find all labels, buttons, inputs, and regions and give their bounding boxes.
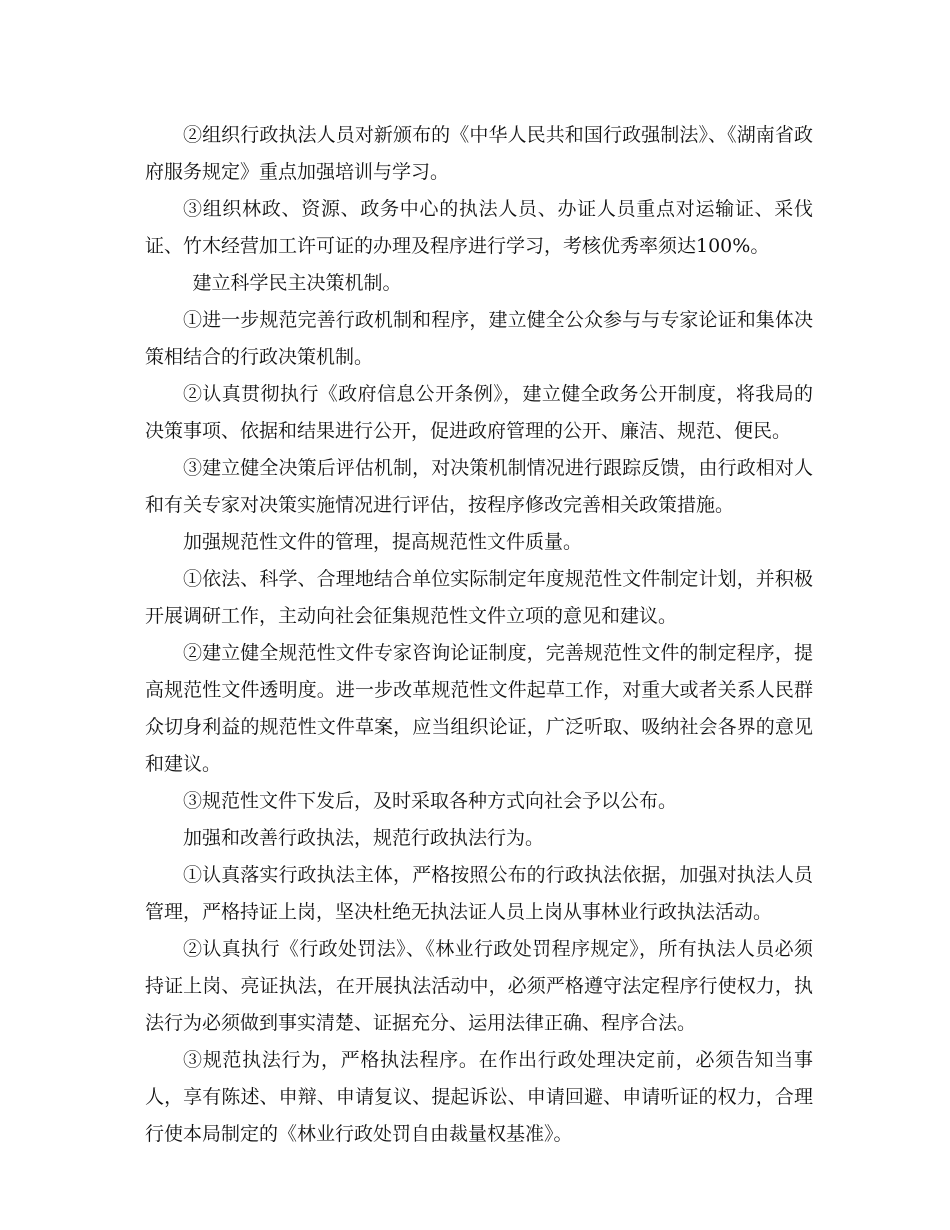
paragraph-2: ③组织林政、资源、政务中心的执法人员、办证人员重点对运输证、采伐证、竹木经营加工许可证的办理及程序进行学习，考核优秀率须达100%。 bbox=[145, 198, 813, 257]
section-heading-law-enforcement: 加强和改善行政执法，规范行政执法行为。 bbox=[183, 827, 545, 849]
section-heading-normative-docs: 加强规范性文件的管理，提高规范性文件质量。 bbox=[183, 531, 583, 553]
paragraph-13: ②认真执行《行政处罚法》、《林业行政处罚程序规定》，所有执法人员必须持证上岗、亮证执法，在开展执法活动中，必须严格遵守法定程序行使权力，执法行为必须做到事实清楚、证据充分、运用法律正确、程序合法。 bbox=[145, 938, 813, 1034]
paragraph-1: ②组织行政执法人员对新颁布的《中华人民共和国行政强制法》、《湖南省政府服务规定》重点加强培训与学习。 bbox=[145, 124, 813, 183]
paragraph-8: ①依法、科学、合理地结合单位实际制定年度规范性文件制定计划，并积极开展调研工作，主动向社会征集规范性文件立项的意见和建议。 bbox=[145, 568, 813, 627]
section-heading-decision: 建立科学民主决策机制。 bbox=[192, 272, 402, 294]
paragraph-9: ②建立健全规范性文件专家咨询论证制度，完善规范性文件的制定程序，提高规范性文件透明度。进一步改革规范性文件起草工作，对重大或者关系人民群众切身利益的规范性文件草案，应当组织论证，广泛听取、吸纳社会各界的意见和建议。 bbox=[145, 642, 813, 775]
paragraph-4: ①进一步规范完善行政机制和程序，建立健全公众参与与专家论证和集体决策相结合的行政决策机制。 bbox=[145, 309, 813, 368]
paragraph-6: ③建立健全决策后评估机制，对决策机制情况进行跟踪反馈，由行政相对人和有关专家对决策实施情况进行评估，按程序修改完善相关政策措施。 bbox=[145, 457, 813, 516]
paragraph-14: ③规范执法行为，严格执法程序。在作出行政处理决定前，必须告知当事人，享有陈述、申辩、申请复议、提起诉讼、申请回避、申请听证的权力，合理行使本局制定的《林业行政处罚自由裁量权基准》。 bbox=[145, 1049, 813, 1145]
paragraph-12: ①认真落实行政执法主体，严格按照公布的行政执法依据，加强对执法人员管理，严格持证上岗，坚决杜绝无执法证人员上岗从事林业行政执法活动。 bbox=[145, 864, 813, 923]
document-body bbox=[145, 117, 813, 1153]
paragraph-10: ③规范性文件下发后，及时采取各种方式向社会予以公布。 bbox=[183, 790, 678, 812]
paragraph-5: ②认真贯彻执行《政府信息公开条例》，建立健全政务公开制度，将我局的决策事项、依据和结果进行公开，促进政府管理的公开、廉洁、规范、便民。 bbox=[145, 383, 813, 442]
